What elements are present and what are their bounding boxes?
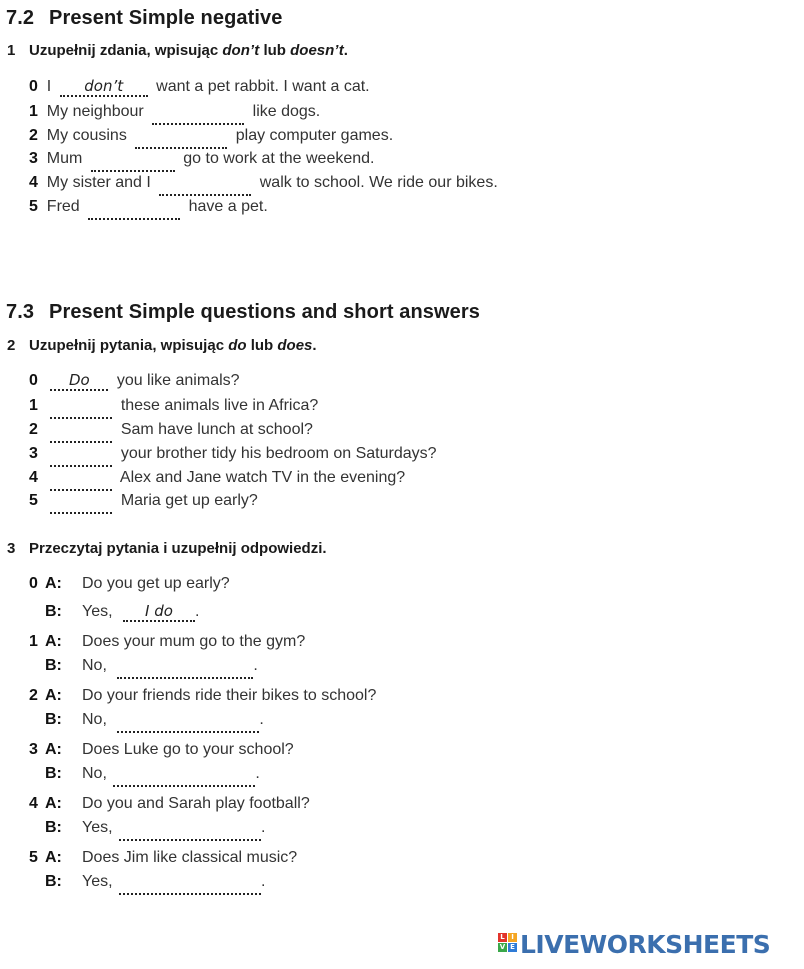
logo-cube: E bbox=[508, 943, 517, 952]
dialog-question: 2 A: Do your friends ride their bikes to school? bbox=[29, 687, 377, 704]
dialog-question: 0 A: Do you get up early? bbox=[29, 575, 230, 592]
logo-cube: L bbox=[498, 933, 507, 942]
section-7-3-heading bbox=[6, 301, 480, 324]
logo-cube: V bbox=[499, 943, 506, 951]
logo-text: LIVEWORKSHEETS bbox=[520, 930, 771, 959]
answer-input[interactable] bbox=[113, 768, 255, 787]
list-item: 2 Sam have lunch at school? bbox=[29, 421, 313, 440]
list-item: 0 I don’t want a pet rabbit. I want a cat. bbox=[29, 77, 370, 95]
list-item: 2 My cousins play computer games. bbox=[29, 127, 393, 146]
list-item: 5 Fred have a pet. bbox=[29, 198, 268, 217]
example-answer: Do bbox=[50, 371, 108, 391]
section-title: Present Simple negative bbox=[49, 7, 283, 29]
answer-input[interactable] bbox=[119, 876, 261, 895]
answer-input[interactable] bbox=[119, 822, 261, 841]
answer-input[interactable] bbox=[50, 448, 112, 467]
list-item: 1 My neighbour like dogs. bbox=[29, 103, 320, 122]
list-item: 4 Alex and Jane watch TV in the evening? bbox=[29, 469, 405, 488]
answer-input[interactable] bbox=[50, 424, 112, 443]
answer-input[interactable] bbox=[50, 400, 112, 419]
section-title: Present Simple questions and short answers bbox=[49, 301, 480, 323]
answer-input[interactable] bbox=[91, 153, 175, 172]
dialog-question: 4 A: Do you and Sarah play football? bbox=[29, 795, 310, 812]
task-number: 2 bbox=[7, 337, 16, 354]
example-answer: don’t bbox=[60, 77, 148, 97]
task-2-instruction: 2 Uzupełnij pytania, wpisując do lub does. bbox=[7, 337, 317, 354]
dialog-question: 5 A: Does Jim like classical music? bbox=[29, 849, 298, 866]
dialog-answer: B: Yes, I do . bbox=[45, 602, 200, 620]
example-answer: I do bbox=[123, 602, 195, 622]
task-number: 3 bbox=[7, 540, 16, 557]
dialog-answer: B: No, . bbox=[45, 765, 260, 784]
task-number: 1 bbox=[7, 42, 16, 59]
answer-input[interactable] bbox=[117, 660, 253, 679]
task-1-instruction: 1 Uzupełnij zdania, wpisując don’t lub doesn’t. bbox=[7, 42, 348, 59]
list-item: 4 My sister and I walk to school. We ride our bikes. bbox=[29, 174, 498, 193]
answer-input[interactable] bbox=[50, 472, 112, 491]
list-item: 5 Maria get up early? bbox=[29, 492, 258, 511]
liveworksheets-logo bbox=[496, 929, 796, 961]
list-item: 1 these animals live in Africa? bbox=[29, 397, 318, 416]
dialog-answer: B: No, . bbox=[45, 711, 264, 730]
dialog-question: 1 A: Does your mum go to the gym? bbox=[29, 633, 306, 650]
list-item: 3 your brother tidy his bedroom on Saturdays? bbox=[29, 445, 437, 464]
logo-cube: I bbox=[508, 933, 517, 942]
answer-input[interactable] bbox=[88, 201, 180, 220]
dialog-question: 3 A: Does Luke go to your school? bbox=[29, 741, 294, 758]
dialog-answer: B: Yes, . bbox=[45, 873, 265, 892]
answer-input[interactable] bbox=[135, 130, 227, 149]
answer-input[interactable] bbox=[152, 106, 244, 125]
answer-input[interactable] bbox=[117, 714, 259, 733]
section-number: 7.3 bbox=[6, 301, 35, 323]
list-item: 3 Mum go to work at the weekend. bbox=[29, 150, 375, 169]
list-item: 0 Do you like animals? bbox=[29, 371, 240, 389]
dialog-answer: B: No, . bbox=[45, 657, 258, 676]
answer-input[interactable] bbox=[159, 177, 251, 196]
answer-input[interactable] bbox=[50, 495, 112, 514]
dialog-answer: B: Yes, . bbox=[45, 819, 265, 838]
section-number: 7.2 bbox=[6, 7, 35, 29]
task-3-instruction: 3 Przeczytaj pytania i uzupełnij odpowiedzi. bbox=[7, 540, 327, 557]
section-7-2-heading bbox=[6, 7, 283, 30]
